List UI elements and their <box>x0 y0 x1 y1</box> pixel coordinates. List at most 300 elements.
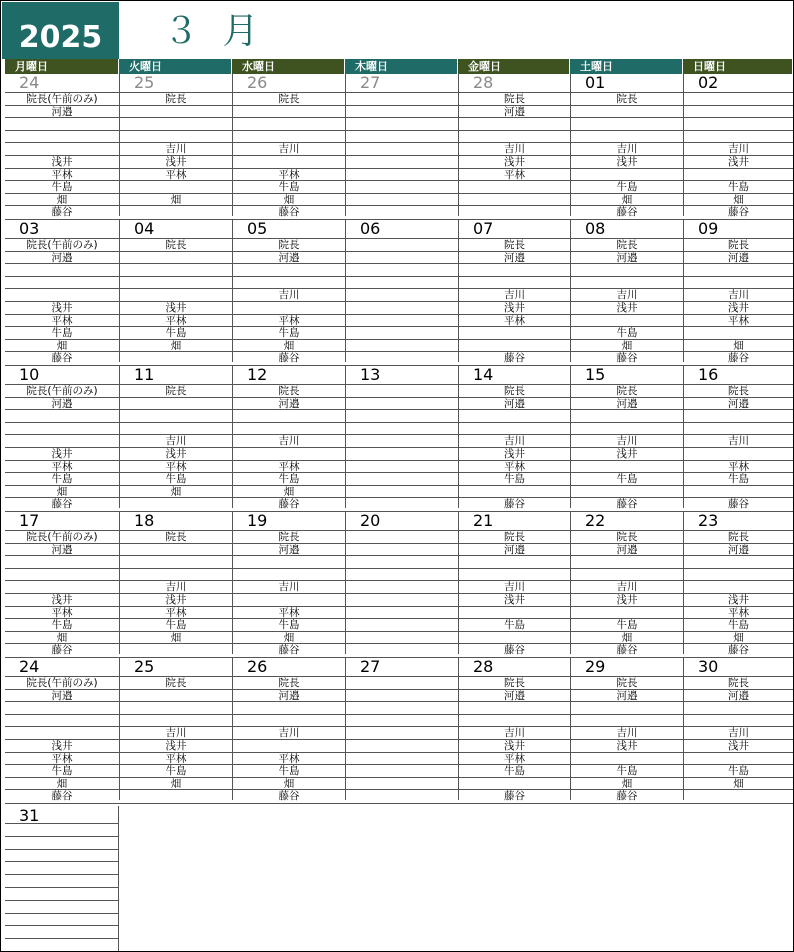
staff-slot <box>346 193 458 206</box>
staff-slot: 藤谷 <box>684 643 793 656</box>
staff-slot <box>571 409 683 422</box>
staff-slot: 牛島 <box>571 764 683 777</box>
staff-slot <box>459 485 570 498</box>
day-number: 15 <box>585 365 606 384</box>
day-number: 11 <box>134 365 155 384</box>
staff-slot: 河邉 <box>5 105 119 118</box>
staff-slot: 牛島 <box>684 180 793 193</box>
staff-slot <box>120 251 232 264</box>
day-number: 10 <box>19 365 40 384</box>
staff-slot: 平林 <box>120 314 232 327</box>
staff-slot <box>346 397 458 410</box>
day-number: 02 <box>698 73 719 92</box>
staff-slot: 畑 <box>120 485 232 498</box>
staff-slot <box>571 460 683 473</box>
staff-slot <box>346 288 458 301</box>
staff-slot: 藤谷 <box>5 497 119 510</box>
staff-slot: 吉川 <box>571 580 683 593</box>
staff-slot: 河邉 <box>459 105 570 118</box>
staff-slot <box>120 543 232 556</box>
staff-slot: 吉川 <box>459 580 570 593</box>
staff-slot: 院長 <box>459 238 570 251</box>
day-cell <box>570 365 683 511</box>
staff-slot <box>459 180 570 193</box>
staff-slot <box>684 326 793 339</box>
staff-slot: 浅井 <box>459 593 570 606</box>
staff-slot: 牛島 <box>684 618 793 631</box>
staff-slot: 吉川 <box>233 726 345 739</box>
staff-slot <box>346 530 458 543</box>
staff-slot: 院長(午前のみ) <box>5 92 119 105</box>
staff-slot <box>346 555 458 568</box>
day-number: 20 <box>360 511 381 530</box>
staff-slot <box>346 409 458 422</box>
staff-slot: 院長 <box>459 384 570 397</box>
staff-slot: 院長 <box>120 92 232 105</box>
staff-slot <box>233 447 345 460</box>
staff-slot: 河邉 <box>459 397 570 410</box>
staff-slot <box>684 92 793 105</box>
staff-slot: 院長 <box>571 530 683 543</box>
staff-slot: 浅井 <box>684 593 793 606</box>
weekday-header: 金曜日 <box>458 59 569 74</box>
staff-slot: 畑 <box>5 339 119 352</box>
staff-slot: 院長 <box>120 238 232 251</box>
staff-slot <box>346 339 458 352</box>
empty-slot <box>5 887 118 900</box>
staff-slot <box>5 288 119 301</box>
staff-slot <box>233 117 345 130</box>
staff-slot <box>459 701 570 714</box>
staff-slot <box>120 397 232 410</box>
staff-slot <box>684 276 793 289</box>
staff-slot <box>459 631 570 644</box>
staff-slot <box>5 701 119 714</box>
staff-slot <box>459 714 570 727</box>
staff-slot <box>346 238 458 251</box>
day-cell <box>5 73 119 219</box>
staff-slot: 牛島 <box>571 326 683 339</box>
day-number: 09 <box>698 219 719 238</box>
staff-slot <box>459 205 570 218</box>
staff-slot <box>459 777 570 790</box>
staff-slot: 院長 <box>233 384 345 397</box>
staff-slot: 藤谷 <box>684 205 793 218</box>
staff-slot: 院長 <box>120 384 232 397</box>
staff-slot <box>346 580 458 593</box>
staff-slot <box>346 568 458 581</box>
staff-slot <box>571 422 683 435</box>
staff-slot <box>459 555 570 568</box>
staff-slot: 牛島 <box>120 326 232 339</box>
day-cell <box>458 657 570 803</box>
day-cell <box>5 219 119 365</box>
weekday-header: 火曜日 <box>119 59 231 74</box>
staff-slot <box>346 142 458 155</box>
day-number: 18 <box>134 511 155 530</box>
staff-slot <box>571 130 683 143</box>
staff-slot <box>5 714 119 727</box>
staff-slot <box>346 631 458 644</box>
staff-slot <box>459 339 570 352</box>
staff-slot <box>120 422 232 435</box>
staff-slot <box>5 726 119 739</box>
staff-slot: 院長(午前のみ) <box>5 384 119 397</box>
staff-slot <box>120 276 232 289</box>
staff-slot: 河邉 <box>233 543 345 556</box>
staff-slot: 平林 <box>459 752 570 765</box>
staff-slot <box>684 447 793 460</box>
staff-slot: 平林 <box>459 460 570 473</box>
staff-slot: 平林 <box>5 168 119 181</box>
day-cell <box>232 365 345 511</box>
staff-slot <box>346 351 458 364</box>
staff-slot: 藤谷 <box>5 205 119 218</box>
staff-slot: 吉川 <box>459 434 570 447</box>
day-cell <box>570 511 683 657</box>
staff-slot: 吉川 <box>120 726 232 739</box>
staff-slot: 院長 <box>459 92 570 105</box>
day-number: 05 <box>247 219 268 238</box>
staff-slot: 河邉 <box>233 689 345 702</box>
staff-slot <box>571 568 683 581</box>
staff-slot: 牛島 <box>459 618 570 631</box>
staff-slot <box>346 434 458 447</box>
staff-slot: 吉川 <box>120 434 232 447</box>
staff-slot <box>120 689 232 702</box>
day-number: 25 <box>134 657 155 676</box>
month-title: ３ 月 <box>163 11 265 52</box>
staff-slot: 牛島 <box>571 618 683 631</box>
day-cell <box>683 658 793 800</box>
staff-slot <box>233 701 345 714</box>
day-cell <box>683 365 793 511</box>
staff-slot: 吉川 <box>233 580 345 593</box>
staff-slot <box>459 606 570 619</box>
staff-slot <box>571 263 683 276</box>
staff-slot: 院長 <box>571 238 683 251</box>
day-number: 28 <box>473 73 494 92</box>
staff-slot <box>346 92 458 105</box>
day-number: 29 <box>585 657 606 676</box>
staff-slot: 浅井 <box>5 593 119 606</box>
day-number: 24 <box>19 73 40 92</box>
staff-slot: 院長(午前のみ) <box>5 238 119 251</box>
staff-slot <box>233 130 345 143</box>
staff-slot <box>346 447 458 460</box>
day-number: 03 <box>19 219 40 238</box>
staff-slot <box>346 130 458 143</box>
staff-slot <box>684 485 793 498</box>
staff-slot: 藤谷 <box>459 497 570 510</box>
staff-slot: 牛島 <box>5 764 119 777</box>
day-number: 04 <box>134 219 155 238</box>
staff-slot: 吉川 <box>684 434 793 447</box>
day-cell <box>458 219 570 365</box>
staff-slot: 平林 <box>120 606 232 619</box>
staff-slot <box>346 497 458 510</box>
staff-slot: 藤谷 <box>684 351 793 364</box>
staff-slot: 平林 <box>120 168 232 181</box>
day-cell <box>570 657 683 803</box>
empty-slot <box>5 849 118 862</box>
staff-slot <box>459 422 570 435</box>
day-number: 21 <box>473 511 494 530</box>
staff-slot <box>346 714 458 727</box>
staff-slot: 浅井 <box>120 155 232 168</box>
staff-slot: 平林 <box>5 752 119 765</box>
staff-slot: 藤谷 <box>233 205 345 218</box>
staff-slot: 河邉 <box>684 689 793 702</box>
staff-slot <box>346 117 458 130</box>
last-day-cell <box>5 806 119 951</box>
staff-slot: 平林 <box>233 460 345 473</box>
day-cell <box>570 219 683 365</box>
staff-slot: 畑 <box>684 193 793 206</box>
staff-slot: 牛島 <box>233 764 345 777</box>
staff-slot <box>120 497 232 510</box>
staff-slot <box>346 276 458 289</box>
staff-slot <box>346 643 458 656</box>
staff-slot: 河邉 <box>684 251 793 264</box>
day-number: 01 <box>585 73 606 92</box>
staff-slot: 河邉 <box>571 397 683 410</box>
day-number: 27 <box>360 657 381 676</box>
staff-slot <box>346 105 458 118</box>
day-cell <box>119 220 232 362</box>
staff-slot <box>346 301 458 314</box>
year-banner: 2025 <box>2 2 119 59</box>
staff-slot <box>571 555 683 568</box>
staff-slot: 牛島 <box>571 180 683 193</box>
staff-slot: 牛島 <box>459 764 570 777</box>
staff-slot <box>346 155 458 168</box>
day-number: 26 <box>247 657 268 676</box>
staff-slot <box>346 739 458 752</box>
staff-slot: 牛島 <box>684 472 793 485</box>
staff-slot <box>571 168 683 181</box>
staff-slot: 牛島 <box>233 180 345 193</box>
staff-slot <box>571 314 683 327</box>
staff-slot <box>233 714 345 727</box>
day-number: 31 <box>19 806 40 825</box>
staff-slot <box>233 263 345 276</box>
staff-slot: 吉川 <box>684 726 793 739</box>
staff-slot <box>571 606 683 619</box>
staff-slot <box>346 168 458 181</box>
staff-slot <box>684 789 793 802</box>
staff-slot <box>684 701 793 714</box>
day-cell <box>5 657 119 803</box>
staff-slot <box>684 105 793 118</box>
staff-slot <box>346 326 458 339</box>
staff-slot: 河邉 <box>233 251 345 264</box>
empty-slot <box>5 823 118 836</box>
day-cell <box>345 74 458 216</box>
staff-slot: 平林 <box>459 168 570 181</box>
day-cell <box>5 365 119 511</box>
staff-slot <box>5 422 119 435</box>
staff-slot: 河邉 <box>571 543 683 556</box>
day-number: 27 <box>360 73 381 92</box>
staff-slot <box>684 117 793 130</box>
day-cell <box>5 511 119 657</box>
day-cell <box>119 658 232 800</box>
day-number: 16 <box>698 365 719 384</box>
staff-slot <box>571 485 683 498</box>
staff-slot: 藤谷 <box>571 643 683 656</box>
staff-slot <box>120 714 232 727</box>
staff-slot: 吉川 <box>233 434 345 447</box>
staff-slot <box>459 568 570 581</box>
day-cell <box>683 219 793 365</box>
day-number: 19 <box>247 511 268 530</box>
staff-slot <box>120 701 232 714</box>
staff-slot: 平林 <box>233 606 345 619</box>
staff-slot: 藤谷 <box>233 789 345 802</box>
staff-slot <box>120 180 232 193</box>
weekday-header: 日曜日 <box>683 59 792 74</box>
day-number: 26 <box>247 73 268 92</box>
staff-slot: 畑 <box>571 777 683 790</box>
staff-slot <box>571 276 683 289</box>
staff-slot <box>346 472 458 485</box>
staff-slot <box>233 422 345 435</box>
staff-slot: 浅井 <box>5 301 119 314</box>
staff-slot <box>120 555 232 568</box>
staff-slot <box>5 555 119 568</box>
staff-slot: 藤谷 <box>459 789 570 802</box>
staff-slot: 院長 <box>120 530 232 543</box>
staff-slot: 院長 <box>684 384 793 397</box>
staff-slot: 吉川 <box>571 288 683 301</box>
staff-slot: 畑 <box>120 193 232 206</box>
day-number: 28 <box>473 657 494 676</box>
empty-slot <box>5 861 118 874</box>
staff-slot: 畑 <box>120 339 232 352</box>
staff-slot: 畑 <box>233 777 345 790</box>
week-row <box>5 512 793 655</box>
day-number: 13 <box>360 365 381 384</box>
staff-slot <box>233 593 345 606</box>
staff-slot: 河邉 <box>459 543 570 556</box>
staff-slot <box>346 606 458 619</box>
staff-slot: 牛島 <box>120 472 232 485</box>
staff-slot: 吉川 <box>120 142 232 155</box>
day-number: 24 <box>19 657 40 676</box>
staff-slot <box>5 580 119 593</box>
staff-slot: 藤谷 <box>233 497 345 510</box>
staff-slot: 浅井 <box>571 593 683 606</box>
staff-slot <box>684 409 793 422</box>
staff-slot: 牛島 <box>459 472 570 485</box>
day-cell <box>570 73 683 219</box>
weekday-header: 木曜日 <box>345 59 457 74</box>
day-cell <box>345 512 458 654</box>
staff-slot <box>346 701 458 714</box>
staff-slot <box>571 752 683 765</box>
week-row <box>5 220 793 363</box>
weekday-header-row <box>5 59 793 74</box>
staff-slot: 浅井 <box>459 155 570 168</box>
staff-slot <box>684 263 793 276</box>
staff-slot <box>684 555 793 568</box>
staff-slot: 浅井 <box>571 301 683 314</box>
staff-slot: 吉川 <box>120 580 232 593</box>
staff-slot: 浅井 <box>459 447 570 460</box>
day-cell <box>345 366 458 508</box>
staff-slot: 吉川 <box>571 434 683 447</box>
staff-slot: 平林 <box>5 314 119 327</box>
staff-slot: 院長 <box>684 238 793 251</box>
staff-slot <box>459 263 570 276</box>
day-number: 14 <box>473 365 494 384</box>
staff-slot: 畑 <box>5 193 119 206</box>
staff-slot: 河邉 <box>684 397 793 410</box>
staff-slot <box>5 434 119 447</box>
staff-slot <box>459 276 570 289</box>
staff-slot <box>5 117 119 130</box>
staff-slot: 牛島 <box>5 472 119 485</box>
day-cell <box>458 74 570 216</box>
staff-slot <box>233 409 345 422</box>
staff-slot: 牛島 <box>5 180 119 193</box>
staff-slot <box>346 263 458 276</box>
staff-slot: 藤谷 <box>571 789 683 802</box>
staff-slot <box>346 764 458 777</box>
staff-slot: 浅井 <box>571 739 683 752</box>
staff-slot: 藤谷 <box>233 643 345 656</box>
staff-slot <box>571 714 683 727</box>
staff-slot: 牛島 <box>120 764 232 777</box>
staff-slot: 平林 <box>5 460 119 473</box>
staff-slot <box>120 130 232 143</box>
staff-slot: 牛島 <box>571 472 683 485</box>
staff-slot <box>684 752 793 765</box>
staff-slot <box>120 351 232 364</box>
staff-slot: 河邉 <box>571 251 683 264</box>
day-number: 30 <box>698 657 719 676</box>
staff-slot: 浅井 <box>459 739 570 752</box>
staff-slot: 牛島 <box>5 326 119 339</box>
staff-slot <box>233 155 345 168</box>
staff-slot: 吉川 <box>459 726 570 739</box>
staff-slot <box>120 117 232 130</box>
staff-slot: 浅井 <box>120 447 232 460</box>
staff-slot <box>346 314 458 327</box>
staff-slot: 平林 <box>684 606 793 619</box>
staff-slot <box>346 205 458 218</box>
staff-slot: 畑 <box>571 193 683 206</box>
empty-slot <box>5 938 118 951</box>
staff-slot <box>346 460 458 473</box>
staff-slot <box>120 288 232 301</box>
staff-slot: 平林 <box>459 314 570 327</box>
staff-slot: 藤谷 <box>5 643 119 656</box>
staff-slot: 藤谷 <box>571 205 683 218</box>
staff-slot <box>233 739 345 752</box>
staff-slot <box>571 105 683 118</box>
staff-slot: 院長 <box>684 530 793 543</box>
staff-slot: 河邉 <box>233 397 345 410</box>
staff-slot: 畑 <box>684 777 793 790</box>
weekday-header: 月曜日 <box>5 59 118 74</box>
staff-slot: 畑 <box>571 339 683 352</box>
staff-slot <box>571 701 683 714</box>
staff-slot <box>120 643 232 656</box>
staff-slot: 院長 <box>571 92 683 105</box>
week-row <box>5 366 793 509</box>
